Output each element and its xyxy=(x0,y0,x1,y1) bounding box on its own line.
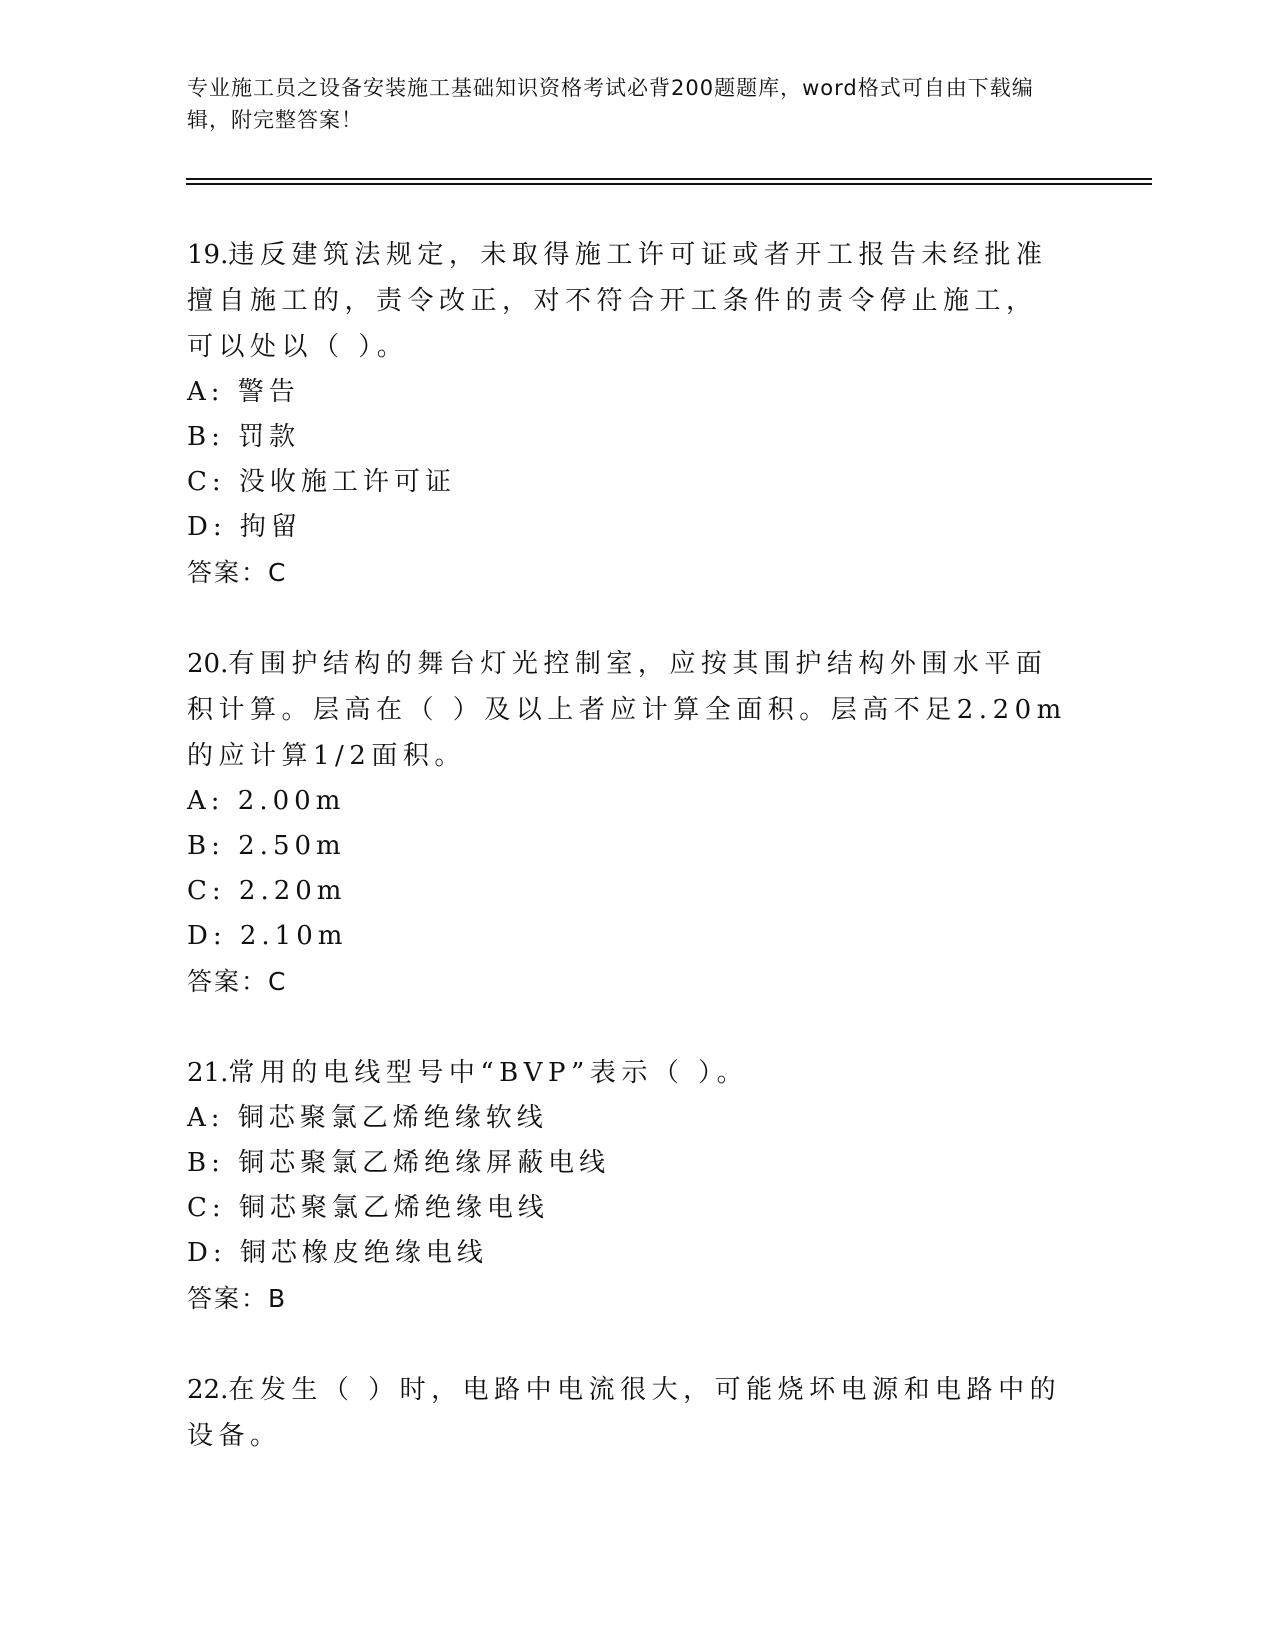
question-stem xyxy=(187,232,1067,370)
option-c: C: 没收施工许可证 xyxy=(187,467,456,497)
question-stem xyxy=(187,1367,1067,1459)
option-c: C: 铜芯聚氯乙烯绝缘电线 xyxy=(187,1193,549,1223)
option-b: B: 铜芯聚氯乙烯绝缘屏蔽电线 xyxy=(187,1148,611,1178)
answer-label: 答案：C xyxy=(187,967,288,996)
option-d: D: 拘留 xyxy=(187,512,302,542)
option-d: D: 铜芯橡皮绝缘电线 xyxy=(187,1238,488,1268)
option-c: C: 2.20m xyxy=(187,876,347,906)
question-19 xyxy=(187,232,1087,596)
question-text: 违反建筑法规定，未取得施工许可证或者开工报告未经批准擅自施工的，责令改正，对不符合开工条件的责令停止施工，可以处以（ ）。 xyxy=(187,240,1048,362)
option-a: A: 2.00m xyxy=(187,786,346,816)
question-text: 常用的电线型号中“BVP”表示（ ）。 xyxy=(228,1058,749,1088)
question-stem xyxy=(187,641,1067,779)
header-divider-top xyxy=(186,178,1152,180)
question-text: 在发生（ ）时，电路中电流很大，可能烧坏电源和电路中的设备。 xyxy=(187,1375,1062,1451)
option-a: A: 警告 xyxy=(187,377,300,407)
header-divider-bottom xyxy=(186,183,1152,185)
question-21 xyxy=(187,1050,1087,1322)
answer-label: 答案：C xyxy=(187,558,288,587)
question-number: 22. xyxy=(187,1375,229,1405)
option-b: B: 2.50m xyxy=(187,831,346,861)
question-text: 有围护结构的舞台灯光控制室，应按其围护结构外围水平面积计算。层高在（ ）及以上者应计算全面积。层高不足2.20m的应计算1/2面积。 xyxy=(187,649,1067,771)
question-22 xyxy=(187,1367,1087,1459)
question-number: 21. xyxy=(187,1058,229,1088)
answer-label: 答案：B xyxy=(187,1284,288,1313)
question-number: 19. xyxy=(187,240,229,270)
question-20 xyxy=(187,641,1087,1005)
option-d: D: 2.10m xyxy=(187,921,348,951)
option-a: A: 铜芯聚氯乙烯绝缘软线 xyxy=(187,1103,548,1133)
option-b: B: 罚款 xyxy=(187,422,301,452)
question-list xyxy=(187,232,1087,1504)
question-number: 20. xyxy=(187,649,229,679)
question-stem xyxy=(187,1050,1067,1096)
document-header: 专业施工员之设备安装施工基础知识资格考试必背200题题库，word格式可自由下载编辑，附完整答案！ xyxy=(187,76,1034,132)
